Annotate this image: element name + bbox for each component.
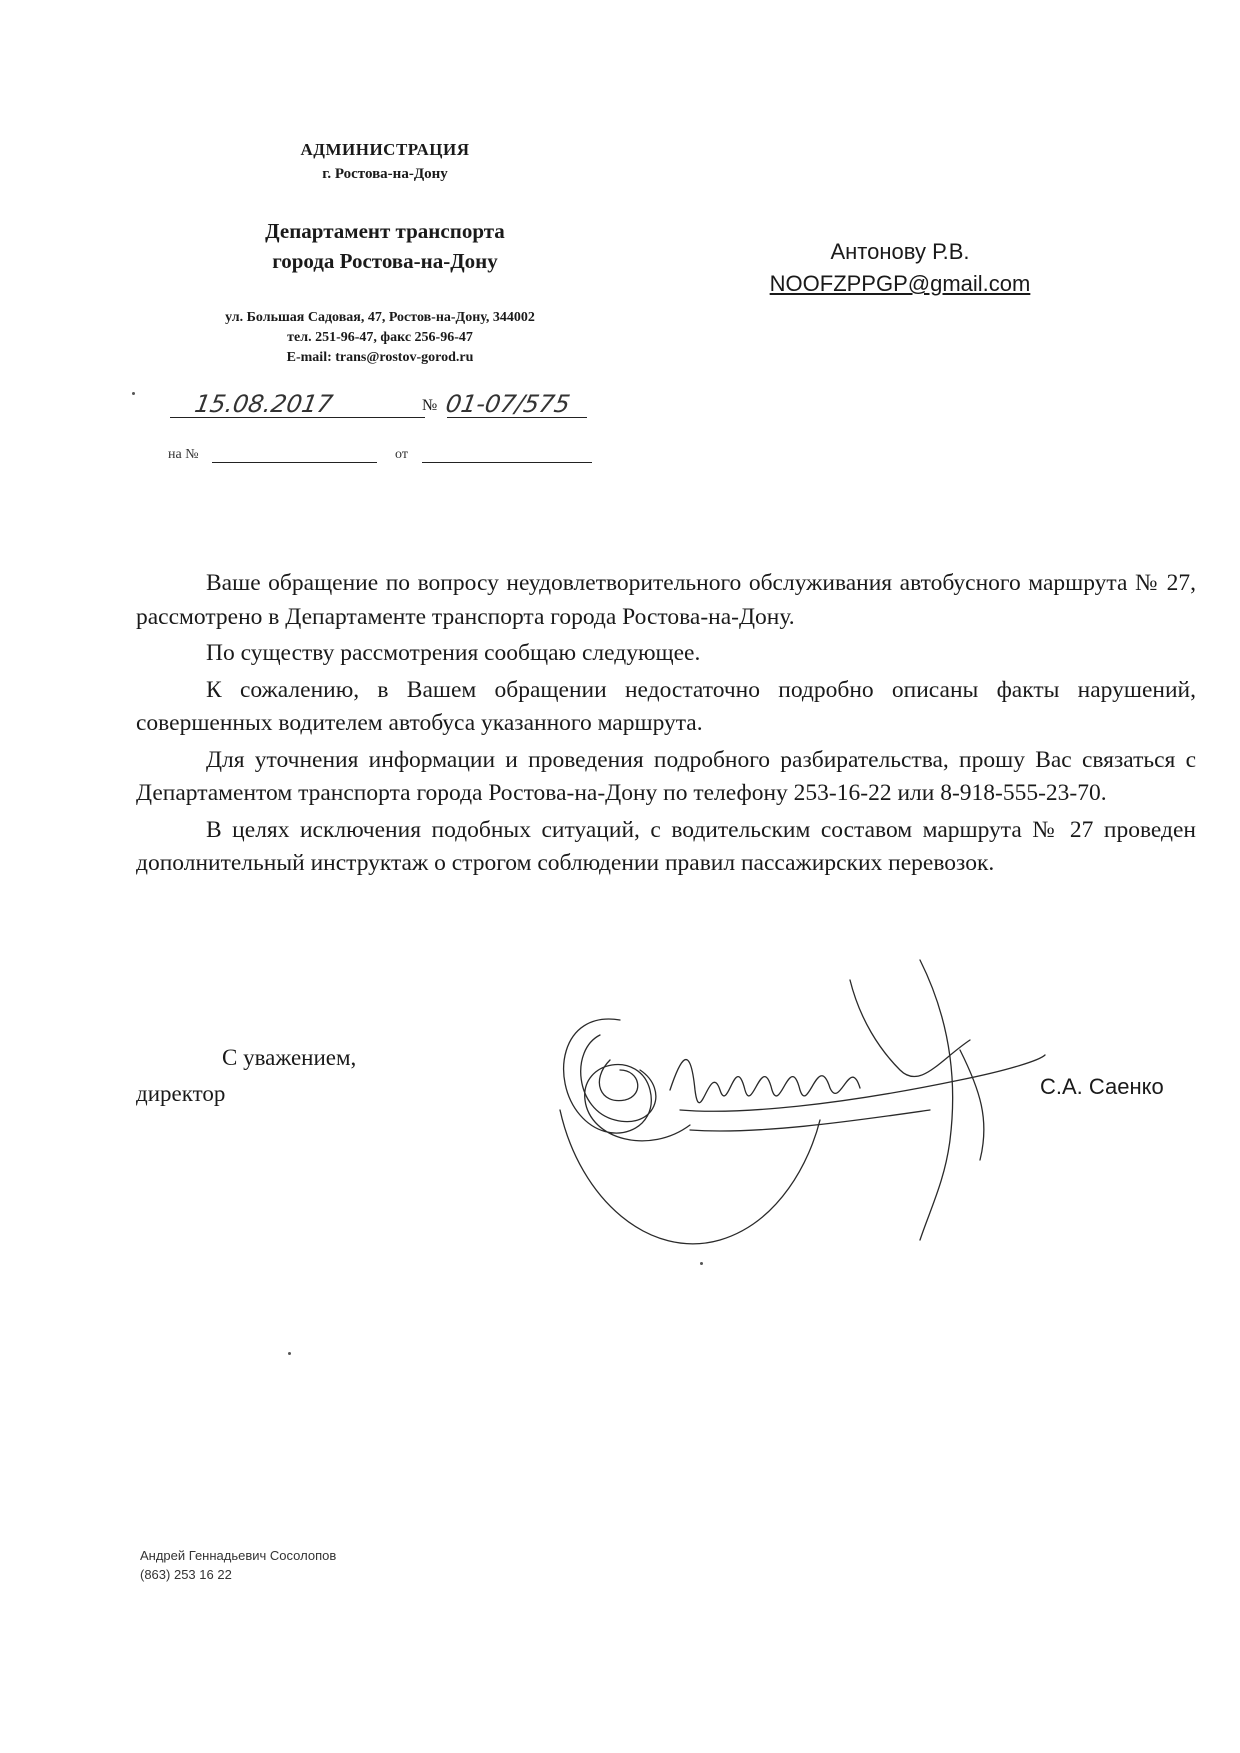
reply-from-line — [422, 462, 592, 463]
executor-phone: (863) 253 16 22 — [140, 1567, 232, 1582]
signer-position: директор — [136, 1081, 226, 1106]
handwritten-date: 15.08.2017 — [192, 390, 335, 418]
signer-name: С.А. Саенко — [1040, 1074, 1164, 1099]
recipient — [720, 236, 1080, 300]
reply-number-label: на № — [168, 447, 199, 462]
handwritten-signature — [540, 940, 1060, 1280]
reply-from-label: от — [395, 447, 408, 462]
phones: тел. 251-96-47, факс 256-96-47 — [287, 330, 473, 345]
executor-name: Андрей Геннадьевич Сосолопов — [140, 1548, 337, 1563]
paragraph: Для уточнения информации и проведения подробного разбирательства, прошу Вас связаться с Департаментом транспорта города Ростова-на-Дону по телефону 253-16-22 или 8-918-555-23-70. — [136, 746, 1196, 806]
department-line-1: Департамент транспорта — [265, 219, 505, 243]
paragraph: Ваше обращение по вопросу неудовлетворительного обслуживания автобусного маршрута № 27, рассмотрено в Департаменте транспорта города Ростова-на-Дону. — [136, 570, 1196, 630]
letter-body — [136, 567, 1196, 884]
department-name — [200, 216, 570, 276]
paragraph: К сожалению, в Вашем обращении недостаточно подробно описаны факты нарушений, совершенных водителем автобуса указанного маршрута. — [136, 676, 1196, 736]
admin-city: г. Ростова-на-Дону — [322, 166, 448, 182]
admin-title: АДМИНИСТРАЦИЯ — [300, 140, 470, 159]
handwritten-number: 01-07/575 — [443, 390, 573, 418]
department-line-2: города Ростова-на-Дону — [272, 249, 498, 273]
contact-block — [160, 308, 600, 368]
number-label: № — [422, 397, 438, 414]
closing: С уважением, — [222, 1045, 357, 1070]
recipient-name: Антонову Р.В. — [830, 239, 970, 264]
scan-speck — [288, 1352, 291, 1355]
date-underline — [170, 416, 425, 418]
number-underline — [447, 416, 587, 418]
paragraph: В целях исключения подобных ситуаций, с водительским составом маршрута № 27 проведен дополнительный инструктаж о строгом соблюдении правил пассажирских перевозок. — [136, 816, 1196, 876]
scan-speck — [132, 392, 135, 395]
reply-number-line — [212, 462, 377, 463]
email: E-mail: trans@rostov-gorod.ru — [286, 350, 474, 365]
address: ул. Большая Садовая, 47, Ростов-на-Дону, 344002 — [225, 310, 535, 325]
paragraph: По существу рассмотрения сообщаю следующее. — [206, 640, 701, 666]
scan-speck — [700, 1262, 703, 1265]
recipient-email: NOOFZPPGP@gmail.com — [769, 271, 1031, 296]
